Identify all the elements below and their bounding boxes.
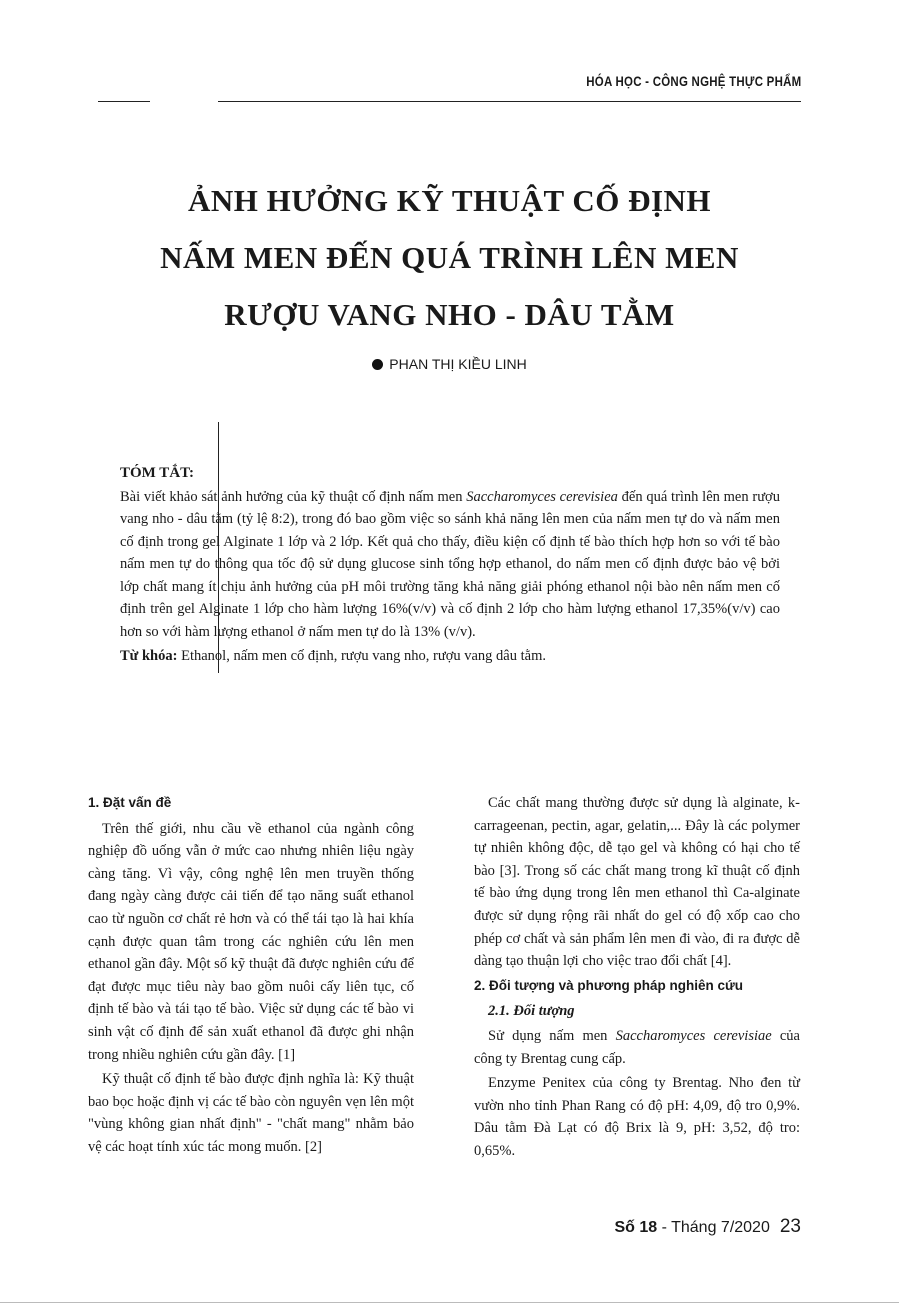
page-footer: [614, 1216, 801, 1238]
issue-number: Số 18: [614, 1219, 658, 1236]
header-rule-right: [218, 101, 801, 102]
section-heading: 1. Đặt vấn đề: [88, 795, 172, 810]
paragraph: Kỹ thuật cố định tế bào được định nghĩa là: Kỹ thuật bao bọc hoặc định vị các tế bào còn nguyên vẹn lên một "vùng không gian nhất định" - "chất mang" nhằm bảo vệ các hoạt tính xúc tác mong muốn. [2]: [88, 1071, 414, 1155]
paragraph: Enzyme Penitex của công ty Brentag. Nho đen từ vườn nho tỉnh Phan Rang có độ pH: 4,09, độ tro 0,9%. Dâu tằm Đà Lạt có độ Brix là 9, pH: 3,52, độ tro: 0,65%.: [474, 1075, 800, 1159]
bullet-icon: [372, 359, 383, 370]
species-name: Saccharomyces cerevisiae: [615, 1027, 772, 1044]
paragraph: Trên thế giới, nhu cầu về ethanol của ngành công nghiệp đồ uống vẫn ở mức cao nhưng nhiên liệu ngày càng tăng. Vì vậy, công nghệ lên men truyền thống đang ngày càng được cải tiến để tạo năng suất ethanol cao từ nguồn cơ chất rẻ hơn và có thể tái tạo là hai khía cạnh được quan tâm trong các nghiên cứu lên men ethanol gần đây. Một số kỹ thuật đã được nghiên cứu để đạt được mục tiêu này bao gồm nuôi cấy liên tục, cố định tế bào và tái tạo tế bào. Việc sử dụng các tế bào vi sinh vật cố định để sản xuất ethanol đã được ghi nhận trong nhiều nghiên cứu gần đây. [1]: [88, 820, 414, 1063]
title-line: NẤM MEN ĐẾN QUÁ TRÌNH LÊN MEN: [160, 240, 739, 275]
section-heading: 2. Đối tượng và phương pháp nghiên cứu: [474, 977, 744, 993]
abstract-text: Bài viết khảo sát ảnh hưởng của kỹ thuật cố định nấm men Saccharomyces cerevisiea đến quá trình lên men rượu vang nho - dâu tằm (tỷ lệ 8:2), trong đó bao gồm việc so sánh khả năng lên men của nấm men tự do và nấm men cố định trong gel Alginate 1 lớp và 2 lớp. Kết quả cho thấy, điều kiện cố định tế bào thích hợp hơn so với tế bào nấm men tự do thông qua tốc độ sử dụng glucose sinh tổng hợp ethanol, do nấm men cố định được bảo vệ bởi lớp chất mang ít chịu ảnh hưởng của pH môi trường tăng khả năng giải phóng ethanol nội bào nên nấm men cố định trên gel Alginate 1 lớp cho hàm lượng 16%(v/v) và cố định 2 lớp cho hàm lượng ethanol 17,35%(v/v) cao hơn so với hàm lượng ethanol ở nấm men tự do là 13% (v/v).: [120, 488, 780, 640]
page-bottom-edge: [0, 1302, 899, 1303]
journal-section-header: HÓA HỌC - CÔNG NGHỆ THỰC PHẨM: [585, 73, 801, 89]
author-line: [0, 356, 899, 372]
header-rule-left: [98, 101, 150, 102]
body-column-left: [88, 792, 414, 1161]
abstract-heading: TÓM TẮT:: [120, 465, 195, 481]
keywords-text: Ethanol, nấm men cố định, rượu vang nho, rượu vang dâu tằm.: [177, 648, 546, 664]
title-line: RƯỢU VANG NHO - DÂU TẰM: [224, 297, 675, 332]
species-name: Saccharomyces cerevisiea: [466, 488, 618, 505]
author-name: PHAN THỊ KIỀU LINH: [389, 356, 527, 372]
abstract: [120, 462, 780, 668]
body-column-right: [474, 792, 800, 1165]
keywords-label: Từ khóa:: [120, 648, 178, 664]
issue-month: - Tháng 7/2020: [657, 1219, 770, 1236]
title-line: ẢNH HƯỞNG KỸ THUẬT CỐ ĐỊNH: [187, 183, 712, 218]
article-title: [40, 172, 859, 343]
paragraph: Sử dụng nấm men Saccharomyces cerevisiae của công ty Brentag cung cấp.: [474, 1027, 800, 1067]
paragraph: Các chất mang thường được sử dụng là alginate, k-carrageenan, pectin, agar, gelatin,... Đây là các polymer tự nhiên không độc, dễ tạo gel và không có hại cho tế bào [3]. Trong số các chất mang trong kĩ thuật cố định tế bào ứng dụng trong lên men ethanol thì Ca-alginate được sử dụng rộng rãi nhất do gel có độ xốp cao cho phép cơ chất và sản phẩm lên men đi vào, đi ra được dễ dàng tạo thuận lợi cho việc trao đổi chất [4].: [474, 795, 800, 970]
page-number: 23: [779, 1216, 801, 1237]
subsection-heading: 2.1. Đối tượng: [488, 1003, 575, 1020]
keywords: [120, 645, 780, 668]
